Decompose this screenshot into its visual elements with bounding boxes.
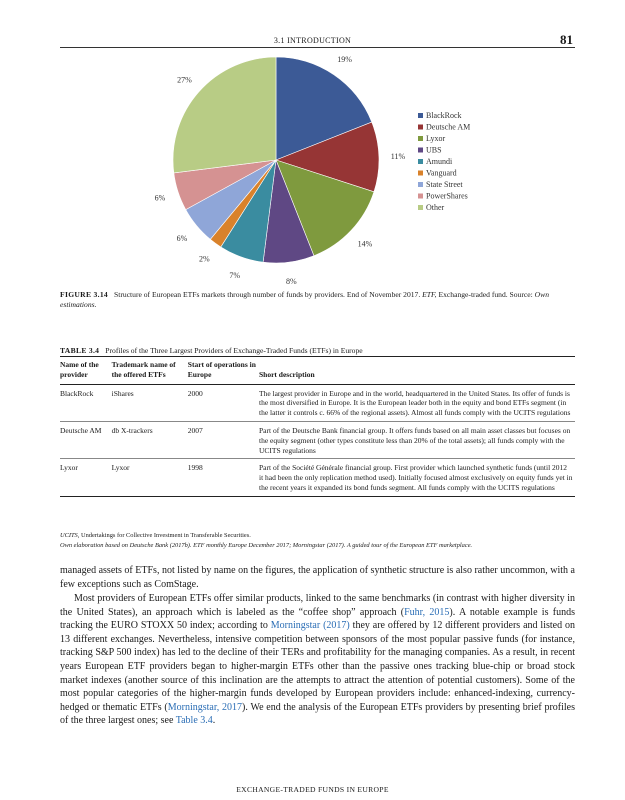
cell-description: The largest provider in Europe and in the world, headquartered in the United States. Its offer of funds is the most diversified in Europe. It is the European leader both in the equity and bond ETFs segment (in the latter it controls c. 66% of the regional assets). Almost all funds comply with the UCITS regulations [259, 384, 575, 421]
para2-text: . [212, 715, 216, 727]
cell-provider: BlackRock [60, 384, 112, 421]
legend-entry: UBS [426, 145, 442, 155]
cell-trademark: db X-trackers [112, 421, 188, 458]
legend-swatch [418, 159, 423, 164]
figure-source: Own estimations. [60, 290, 550, 309]
pie-data-label: 11% [390, 152, 406, 162]
table-row [60, 384, 575, 421]
header-start: Start of operations in Europe [188, 358, 259, 384]
legend-swatch [418, 182, 423, 187]
para2-text: they are offered by 12 different providers and listed on 13 different exchanges. Nevertheless, intensive competition between sponsors of the most popular passive funds (for instance, tracking S&P 500 index) has led to the decline of their TERs and profitability for the managing companies. As a result, in recent years European ETF providers began to higher-margin ETFs other than the passive ones tracking blue-chip or broad stock market indexes (another source of this inclination are the attempts to attract the attention of potential customers). Some of the most popular categories of the higher-margin funds developed by European providers include: enhanced-indexing, currency-hedged or thematic ETFs ( [60, 620, 575, 713]
header-trademark: Trademark name of the offered ETFs [112, 358, 188, 384]
cell-provider: Lyxor [60, 459, 112, 496]
pie-data-label: 14% [357, 239, 373, 249]
legend-entry: State Street [426, 180, 463, 189]
running-head: 3.1 INTRODUCTION [273, 36, 352, 45]
cell-start: 2007 [188, 421, 259, 458]
citation-link[interactable]: Morningstar (2017) [270, 620, 350, 632]
pie-chart [60, 50, 540, 287]
header-provider: Name of the provider [60, 358, 112, 384]
legend-swatch [418, 205, 423, 210]
legend-swatch [418, 148, 423, 153]
legend-entry: PowerShares [426, 191, 468, 201]
figure-caption-text: Structure of European ETFs markets through number of funds by providers. End of November 2017. [114, 290, 421, 299]
figure-caption [60, 290, 575, 310]
para2-text: ). We end the analysis of the European ETFs providers by presenting brief profiles of the three largest ones; see [60, 701, 575, 727]
table-note-abbrev-rest: Undertakings for Collective Investment in Transferable Securities. [80, 532, 251, 539]
table-title [60, 346, 575, 355]
pie-data-label: 27% [177, 75, 192, 85]
page-number: 81 [560, 32, 573, 47]
pie-slices [173, 57, 379, 263]
header-description: Short description [259, 358, 575, 384]
para2-text: Most providers of European ETFs offer similar products, linked to the same benchmarks (in contrast with higher diversity in the United States), an approach which is labeled as the “coffee shop” approach ( [60, 593, 575, 618]
table-top-rule [60, 356, 575, 357]
cell-trademark: Lyxor [112, 459, 188, 496]
legend-entry: BlackRock [426, 111, 462, 120]
header-rule [60, 47, 575, 48]
legend-entry: Lyxor [426, 134, 446, 143]
cell-provider: Deutsche AM [60, 421, 112, 458]
figure-caption-rest: Exchange-traded fund. Source: [438, 290, 533, 299]
cell-trademark: iShares [112, 384, 188, 421]
cell-start: 2000 [188, 384, 259, 421]
figure-label: FIGURE 3.14 [60, 290, 109, 299]
providers-table [60, 358, 575, 497]
legend-entry: Vanguard [426, 168, 457, 178]
table-label: TABLE 3.4 [60, 346, 100, 355]
body-paragraph-2 [60, 592, 575, 728]
legend-swatch [418, 113, 423, 118]
para2-text: ). A notable example is funds tracking the EURO STOXX 50 index; according to [60, 606, 575, 632]
body-paragraph-1: managed assets of ETFs, not listed by name on the figures, the application of synthetic structure is also rather uncommon, with a few exceptions such as ComStage. [60, 565, 575, 590]
pie-data-label: 6% [176, 233, 188, 243]
pie-legend [418, 111, 470, 212]
pie-data-label: 8% [285, 277, 297, 287]
legend-swatch [418, 136, 423, 141]
table-header-row [60, 358, 575, 384]
legend-swatch [418, 194, 423, 199]
pie-data-label: 7% [229, 270, 241, 280]
legend-swatch [418, 171, 423, 176]
legend-swatch [418, 125, 423, 130]
citation-link[interactable]: Morningstar, 2017 [167, 701, 243, 713]
cell-start: 1998 [188, 459, 259, 496]
legend-entry: Other [426, 203, 445, 212]
table-note-abbreviation [60, 532, 251, 539]
pie-data-label: 6% [154, 193, 166, 203]
pie-data-label: 19% [337, 55, 352, 65]
table-reference-link[interactable]: Table 3.4 [175, 715, 213, 727]
running-foot: EXCHANGE-TRADED FUNDS IN EUROPE [236, 785, 389, 794]
legend-entry: Deutsche AM [426, 122, 471, 132]
cell-description: Part of the Deutsche Bank financial group. It offers funds based on all main asset classes but focuses on the equity segment (other types constitute less than 20% of the total assets); all funds comply with the UCITS regulations [259, 421, 575, 458]
table-row [60, 421, 575, 458]
table-title-text: Profiles of the Three Largest Providers of Exchange-Traded Funds (ETFs) in Europe [105, 346, 363, 355]
table-note-source: Own elaboration based on Deutsche Bank (2017b). ETF monthly Europe December 2017; Morningstar (2017). A guided tour of the European ETF marketplace. [60, 542, 473, 549]
cell-description: Part of the Société Générale financial group. First provider which launched synthetic funds (until 2012 it had been the only replication method used). Initially focused almost exclusively on equity funds yet in the recent years it expanded its bond funds segment. All funds comply with the UCITS regulations [259, 459, 575, 496]
pie-data-label: 2% [198, 254, 210, 264]
legend-entry: Amundi [426, 157, 453, 166]
table-row [60, 459, 575, 496]
figure-caption-abbrev: ETF, [422, 290, 437, 299]
citation-link[interactable]: Fuhr, 2015 [404, 606, 450, 618]
table-note-abbrev: UCITS, [60, 532, 80, 539]
